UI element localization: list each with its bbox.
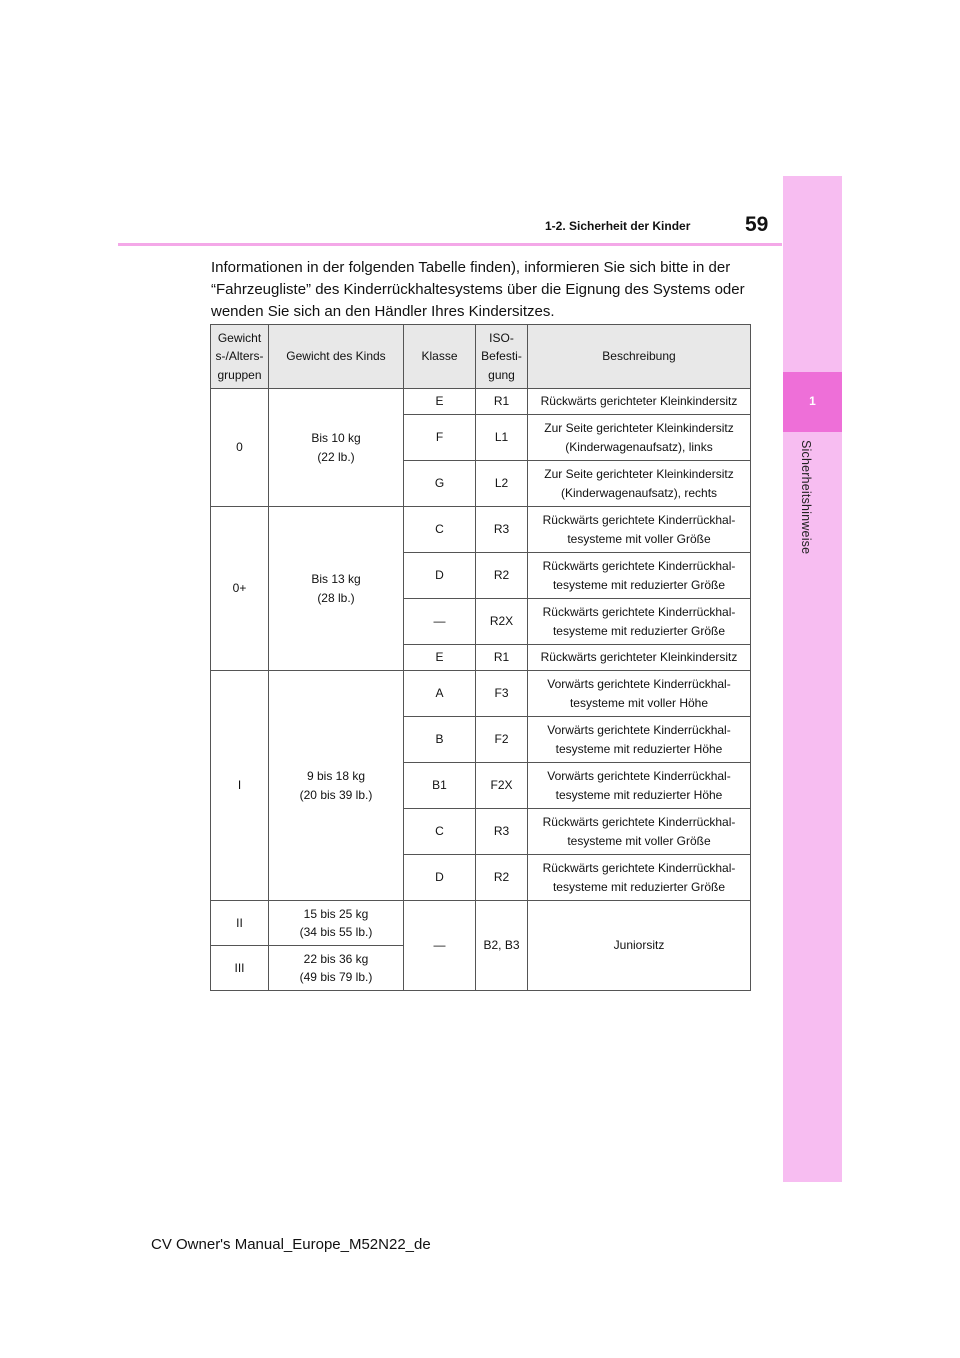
class-cell: — bbox=[404, 599, 476, 645]
class-cell: F bbox=[404, 415, 476, 461]
table-row bbox=[211, 901, 751, 946]
intro-line: Informationen in der folgenden Tabelle finden), informieren Sie sich bitte in der bbox=[211, 259, 731, 276]
description-cell: Juniorsitz bbox=[528, 901, 751, 991]
table-header-row bbox=[211, 325, 751, 389]
iso-cell: R1 bbox=[476, 645, 528, 671]
class-cell: E bbox=[404, 645, 476, 671]
class-cell: G bbox=[404, 461, 476, 507]
description-cell: Vorwärts gerichtete Kinderrückhal- tesysteme mit voller Höhe bbox=[528, 671, 751, 717]
description-cell: Zur Seite gerichteter Kleinkindersitz (Kinderwagenaufsatz), rechts bbox=[528, 461, 751, 507]
class-cell: B1 bbox=[404, 763, 476, 809]
description-cell: Rückwärts gerichtete Kinderrückhal- tesysteme mit voller Größe bbox=[528, 809, 751, 855]
class-cell: B bbox=[404, 717, 476, 763]
header-rule bbox=[118, 243, 782, 246]
class-cell: A bbox=[404, 671, 476, 717]
description-cell: Rückwärts gerichteter Kleinkindersitz bbox=[528, 645, 751, 671]
weight-cell: 9 bis 18 kg (20 bis 39 lb.) bbox=[269, 671, 404, 901]
iso-cell: F2X bbox=[476, 763, 528, 809]
weight-cell: 22 bis 36 kg (49 bis 79 lb.) bbox=[269, 946, 404, 991]
class-cell: D bbox=[404, 553, 476, 599]
weight-cell: Bis 10 kg (22 lb.) bbox=[269, 389, 404, 507]
intro-paragraph bbox=[211, 257, 771, 323]
description-cell: Vorwärts gerichtete Kinderrückhal- tesysteme mit reduzierter Höhe bbox=[528, 763, 751, 809]
iso-cell: F2 bbox=[476, 717, 528, 763]
description-cell: Rückwärts gerichtete Kinderrückhal- tesysteme mit reduzierter Größe bbox=[528, 855, 751, 901]
description-cell: Rückwärts gerichtete Kinderrückhal- tesysteme mit reduzierter Größe bbox=[528, 553, 751, 599]
table-row bbox=[211, 671, 751, 717]
intro-line: “Fahrzeugliste” des Kinderrückhaltesystems über die Eignung des Systems oder bbox=[211, 281, 745, 298]
weight-cell: Bis 13 kg (28 lb.) bbox=[269, 507, 404, 671]
description-cell: Rückwärts gerichteter Kleinkindersitz bbox=[528, 389, 751, 415]
header-weight: Gewicht des Kinds bbox=[269, 325, 404, 389]
iso-cell: R1 bbox=[476, 389, 528, 415]
header-iso: ISO- Befesti- gung bbox=[476, 325, 528, 389]
footer-doc-id: CV Owner's Manual_Europe_M52N22_de bbox=[151, 1236, 431, 1253]
header-description: Beschreibung bbox=[528, 325, 751, 389]
iso-cell: R3 bbox=[476, 809, 528, 855]
iso-cell: B2, B3 bbox=[476, 901, 528, 991]
table-row bbox=[211, 507, 751, 553]
description-cell: Zur Seite gerichteter Kleinkindersitz (Kinderwagenaufsatz), links bbox=[528, 415, 751, 461]
intro-line: wenden Sie sich an den Händler Ihres Kindersitzes. bbox=[211, 303, 555, 320]
class-cell: C bbox=[404, 507, 476, 553]
iso-cell: R2X bbox=[476, 599, 528, 645]
side-tab-band bbox=[783, 176, 842, 1182]
page-number: 59 bbox=[745, 213, 769, 236]
iso-cell: R3 bbox=[476, 507, 528, 553]
class-cell: E bbox=[404, 389, 476, 415]
child-seat-table bbox=[210, 324, 751, 991]
side-tab-number: 1 bbox=[809, 394, 816, 408]
header-group: Gewicht s-/Alters- gruppen bbox=[211, 325, 269, 389]
iso-cell: L1 bbox=[476, 415, 528, 461]
group-cell: II bbox=[211, 901, 269, 946]
group-cell: 0+ bbox=[211, 507, 269, 671]
iso-cell: R2 bbox=[476, 855, 528, 901]
group-cell: 0 bbox=[211, 389, 269, 507]
description-cell: Vorwärts gerichtete Kinderrückhal- tesysteme mit reduzierter Höhe bbox=[528, 717, 751, 763]
group-cell: III bbox=[211, 946, 269, 991]
description-cell: Rückwärts gerichtete Kinderrückhal- tesysteme mit reduzierter Größe bbox=[528, 599, 751, 645]
iso-cell: F3 bbox=[476, 671, 528, 717]
table-row bbox=[211, 389, 751, 415]
class-cell: C bbox=[404, 809, 476, 855]
header-class: Klasse bbox=[404, 325, 476, 389]
group-cell: I bbox=[211, 671, 269, 901]
iso-cell: L2 bbox=[476, 461, 528, 507]
weight-cell: 15 bis 25 kg (34 bis 55 lb.) bbox=[269, 901, 404, 946]
description-cell: Rückwärts gerichtete Kinderrückhal- tesysteme mit voller Größe bbox=[528, 507, 751, 553]
class-cell: D bbox=[404, 855, 476, 901]
class-cell: — bbox=[404, 901, 476, 991]
iso-cell: R2 bbox=[476, 553, 528, 599]
side-tab-label: Sicherheitshinweise bbox=[799, 440, 813, 555]
section-title: 1-2. Sicherheit der Kinder bbox=[545, 219, 691, 233]
